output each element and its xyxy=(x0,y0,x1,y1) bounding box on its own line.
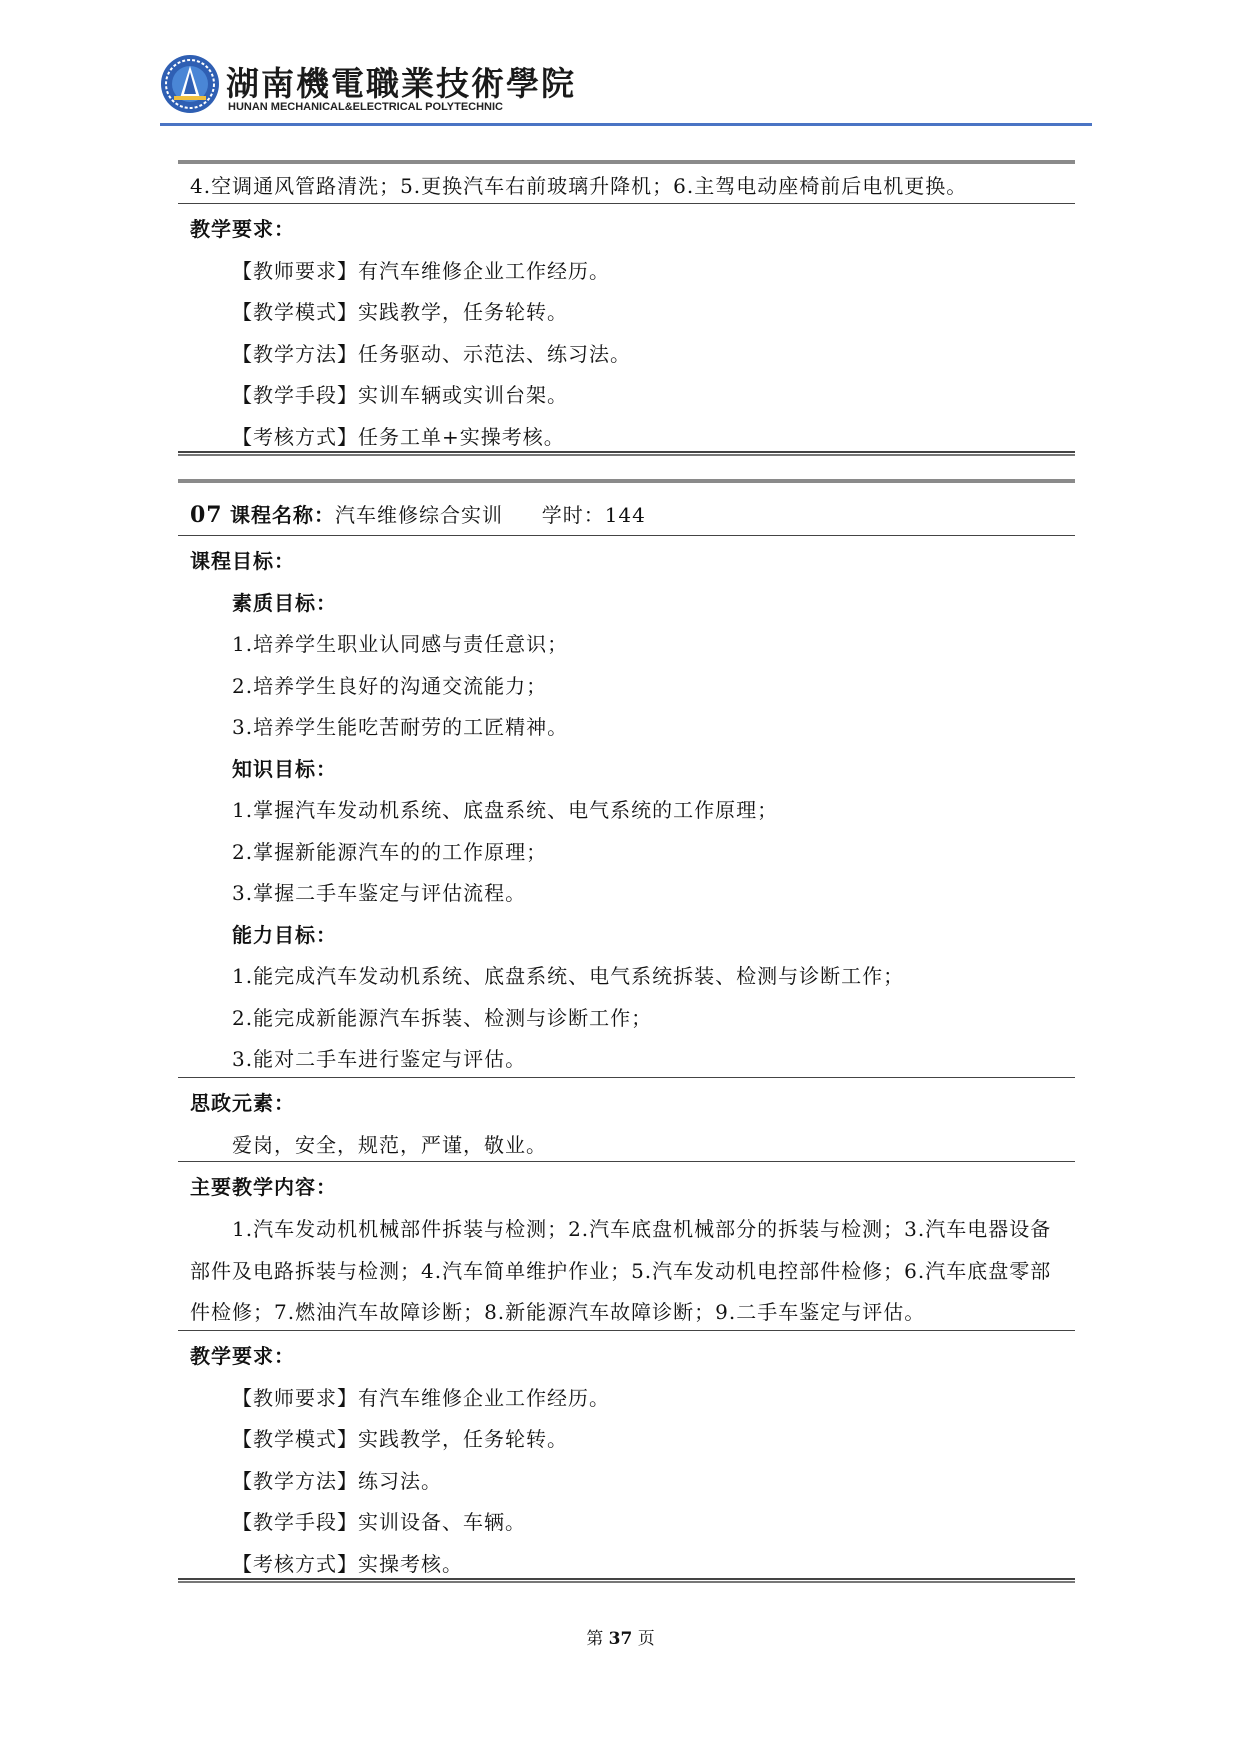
page-suffix: 页 xyxy=(637,1629,655,1649)
school-name-cn: 湖南機電職業技術學院 xyxy=(226,64,576,103)
content-line: 件检修；7.燃油汽车故障诊断；8.新能源汽车故障诊断；9.二手车鉴定与评估。 xyxy=(190,1300,926,1324)
knowledge-label: 知识目标： xyxy=(232,757,337,781)
section-end-rule xyxy=(178,451,1075,456)
quality-label: 素质目标： xyxy=(232,591,337,615)
quality-item: 3.培养学生能吃苦耐劳的工匠精神。 xyxy=(232,715,569,739)
ability-label: 能力目标： xyxy=(232,923,337,947)
prev-teaching-req-item: 【考核方式】任务工单+实操考核。 xyxy=(232,425,565,449)
ability-item: 3.能对二手车进行鉴定与评估。 xyxy=(232,1047,527,1071)
course-hours: 144 xyxy=(604,503,646,527)
page-number: 37 xyxy=(608,1629,633,1649)
prev-teaching-req-item: 【教师要求】有汽车维修企业工作经历。 xyxy=(232,259,610,283)
course-hours-label: 学时： xyxy=(541,503,605,527)
page-prefix: 第 xyxy=(586,1629,604,1649)
school-logo-icon xyxy=(160,54,220,114)
prev-teaching-req-item: 【教学方法】任务驱动、示范法、练习法。 xyxy=(232,342,631,366)
ideology-text: 爱岗，安全，规范，严谨，敬业。 xyxy=(232,1133,547,1157)
teaching-req-item: 【教学模式】实践教学，任务轮转。 xyxy=(232,1427,568,1451)
teaching-req-item: 【教学手段】实训设备、车辆。 xyxy=(232,1510,526,1534)
school-name-en: HUNAN MECHANICAL&ELECTRICAL POLYTECHNIC xyxy=(228,101,504,113)
knowledge-item: 2.掌握新能源汽车的的工作原理； xyxy=(232,840,548,864)
page-header xyxy=(160,52,1090,124)
content-label: 主要教学内容： xyxy=(190,1175,337,1199)
prev-content-line: 4.空调通风管路清洗；5.更换汽车右前玻璃升降机；6.主驾电动座椅前后电机更换。 xyxy=(190,174,968,198)
divider xyxy=(178,1077,1075,1078)
teaching-req-item: 【教学方法】练习法。 xyxy=(232,1469,442,1493)
knowledge-item: 1.掌握汽车发动机系统、底盘系统、电气系统的工作原理； xyxy=(232,798,779,822)
ability-item: 1.能完成汽车发动机系统、底盘系统、电气系统拆装、检测与诊断工作； xyxy=(232,964,905,988)
course-top-rule xyxy=(178,479,1075,483)
teaching-req-item: 【考核方式】实操考核。 xyxy=(232,1552,463,1576)
page-number-footer xyxy=(0,1624,1241,1649)
prev-teaching-req-item: 【教学模式】实践教学，任务轮转。 xyxy=(232,300,568,324)
prev-teaching-req-item: 【教学手段】实训车辆或实训台架。 xyxy=(232,383,568,407)
ideology-label: 思政元素： xyxy=(190,1091,295,1115)
content-line: 部件及电路拆装与检测；4.汽车简单维护作业；5.汽车发动机电控部件检修；6.汽车底盘零部 xyxy=(190,1259,1052,1283)
header-rule xyxy=(160,123,1092,126)
knowledge-item: 3.掌握二手车鉴定与评估流程。 xyxy=(232,881,527,905)
divider xyxy=(178,1161,1075,1162)
quality-item: 2.培养学生良好的沟通交流能力； xyxy=(232,674,548,698)
section-end-rule xyxy=(178,1578,1075,1583)
quality-item: 1.培养学生职业认同感与责任意识； xyxy=(232,632,569,656)
divider xyxy=(178,203,1075,204)
objectives-label: 课程目标： xyxy=(190,549,295,573)
divider xyxy=(178,1330,1075,1331)
top-rule xyxy=(178,160,1075,164)
teaching-req-label: 教学要求： xyxy=(190,1344,295,1368)
prev-teaching-req-label: 教学要求： xyxy=(190,217,295,241)
teaching-req-item: 【教师要求】有汽车维修企业工作经历。 xyxy=(232,1386,610,1410)
course-name-label: 课程名称： xyxy=(229,503,335,527)
course-number: 07 xyxy=(190,502,223,528)
course-name: 汽车维修综合实训 xyxy=(334,503,503,527)
content-line: 1.汽车发动机机械部件拆装与检测；2.汽车底盘机械部分的拆装与检测；3.汽车电器设备 xyxy=(232,1217,1052,1241)
course-title-line xyxy=(190,501,646,529)
ability-item: 2.能完成新能源汽车拆装、检测与诊断工作； xyxy=(232,1006,653,1030)
divider xyxy=(178,535,1075,536)
